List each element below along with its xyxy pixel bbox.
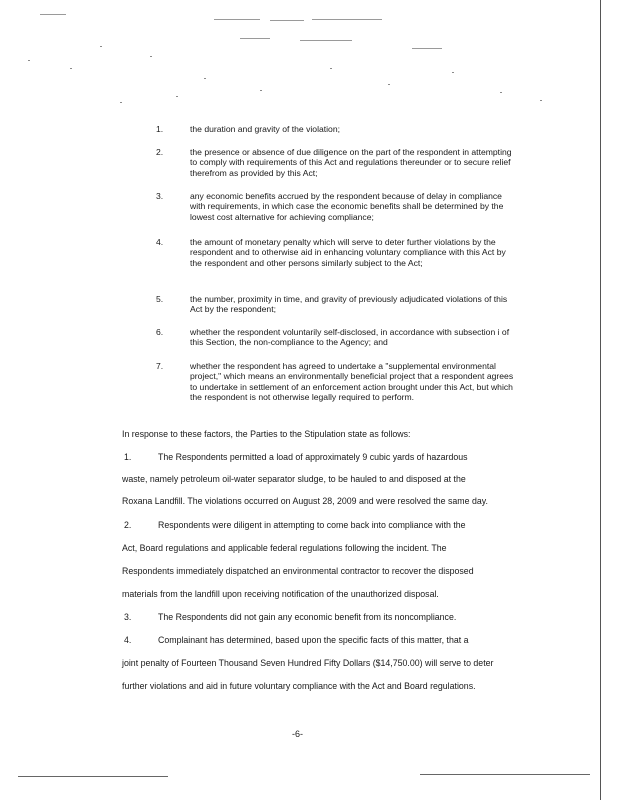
- scan-artifact: [540, 100, 542, 101]
- paragraph-line: further violations and aid in future voluntary compliance with the Act and Board regulations.: [122, 681, 476, 691]
- factor-text: the presence or absence of due diligence on the part of the respondent in attempting to comply with requirements of this Act and regulations thereunder or to secure relief therefrom as provided by this Act;: [190, 147, 512, 178]
- factor-text: the amount of monetary penalty which will serve to deter further violations by the respondent and to otherwise aid in enhancing voluntary compliance with this Act by the respondent and other persons similarly subject to the Act;: [190, 237, 506, 268]
- paragraph-line: materials from the landfill upon receiving notification of the unauthorized disposal.: [122, 589, 439, 599]
- scan-artifact: [70, 68, 72, 69]
- paragraph-number: 1.: [124, 452, 132, 462]
- paragraph-number: 2.: [124, 520, 132, 530]
- factor-text: whether the respondent voluntarily self-disclosed, in accordance with subsection i of this Section, the non-compliance to the Agency; and: [190, 327, 510, 348]
- factor-number: 7.: [156, 361, 164, 371]
- paragraph-line: Respondents were diligent in attempting to come back into compliance with the: [158, 520, 466, 530]
- paragraph-line: Complainant has determined, based upon the specific facts of this matter, that a: [158, 635, 469, 645]
- scan-artifact: [18, 776, 168, 777]
- paragraph-number: 3.: [124, 612, 132, 622]
- paragraph-line: joint penalty of Fourteen Thousand Seven Hundred Fifty Dollars ($14,750.00) will serve to deter: [122, 658, 494, 668]
- scan-artifact: [300, 40, 352, 41]
- scan-artifact: [40, 14, 66, 15]
- paragraph-line: Respondents immediately dispatched an environmental contractor to recover the disposed: [122, 566, 474, 576]
- scan-artifact: [150, 56, 152, 57]
- scan-artifact: [176, 96, 178, 97]
- scan-artifact: [260, 90, 262, 91]
- scan-artifact: [240, 38, 270, 39]
- factor-number: 5.: [156, 294, 164, 304]
- scan-artifact: [28, 60, 30, 61]
- scan-artifact: [412, 48, 442, 49]
- scan-artifact: [214, 19, 260, 20]
- page-number: -6-: [292, 729, 303, 739]
- paragraph-line: The Respondents permitted a load of approximately 9 cubic yards of hazardous: [158, 452, 468, 462]
- paragraph-number: 4.: [124, 635, 132, 645]
- factor-text: the number, proximity in time, and gravity of previously adjudicated violations of this Act by the respondent;: [190, 294, 508, 315]
- scan-artifact: [204, 78, 206, 79]
- scan-artifact: [312, 19, 382, 20]
- scan-artifact: [270, 20, 304, 21]
- factor-number: 2.: [156, 147, 164, 157]
- scan-artifact: [388, 84, 390, 85]
- factor-text: whether the respondent has agreed to undertake a "supplemental environmental project," which means an environmentally beneficial project that a respondent agrees to undertake in settlement of an enforcement action brought under this Act, but which the respondent is not otherwise legally required to perform.: [190, 361, 514, 402]
- factor-number: 1.: [156, 124, 164, 134]
- paragraph-line: Act, Board regulations and applicable federal regulations following the incident. The: [122, 543, 447, 553]
- scan-artifact: [452, 72, 454, 73]
- paragraph-line: The Respondents did not gain any economic benefit from its noncompliance.: [158, 612, 457, 622]
- factor-text: any economic benefits accrued by the respondent because of delay in compliance with requirements, in which case the economic benefits shall be determined by the lowest cost alternative for achieving compliance;: [190, 191, 504, 222]
- factor-text: the duration and gravity of the violation;: [190, 124, 341, 134]
- scan-artifact: [100, 46, 102, 47]
- scan-artifact: [420, 774, 590, 775]
- paragraph-line: waste, namely petroleum oil-water separator sludge, to be hauled to and disposed at the: [122, 474, 466, 484]
- factor-number: 3.: [156, 191, 164, 201]
- intro-sentence: In response to these factors, the Parties to the Stipulation state as follows:: [122, 429, 411, 439]
- paragraph-line: Roxana Landfill. The violations occurred on August 28, 2009 and were resolved the same day.: [122, 496, 488, 506]
- scan-artifact: [500, 92, 502, 93]
- scan-artifact: [330, 68, 332, 69]
- factor-number: 4.: [156, 237, 164, 247]
- scan-edge: [600, 0, 601, 800]
- factor-number: 6.: [156, 327, 164, 337]
- scan-artifact: [120, 102, 122, 103]
